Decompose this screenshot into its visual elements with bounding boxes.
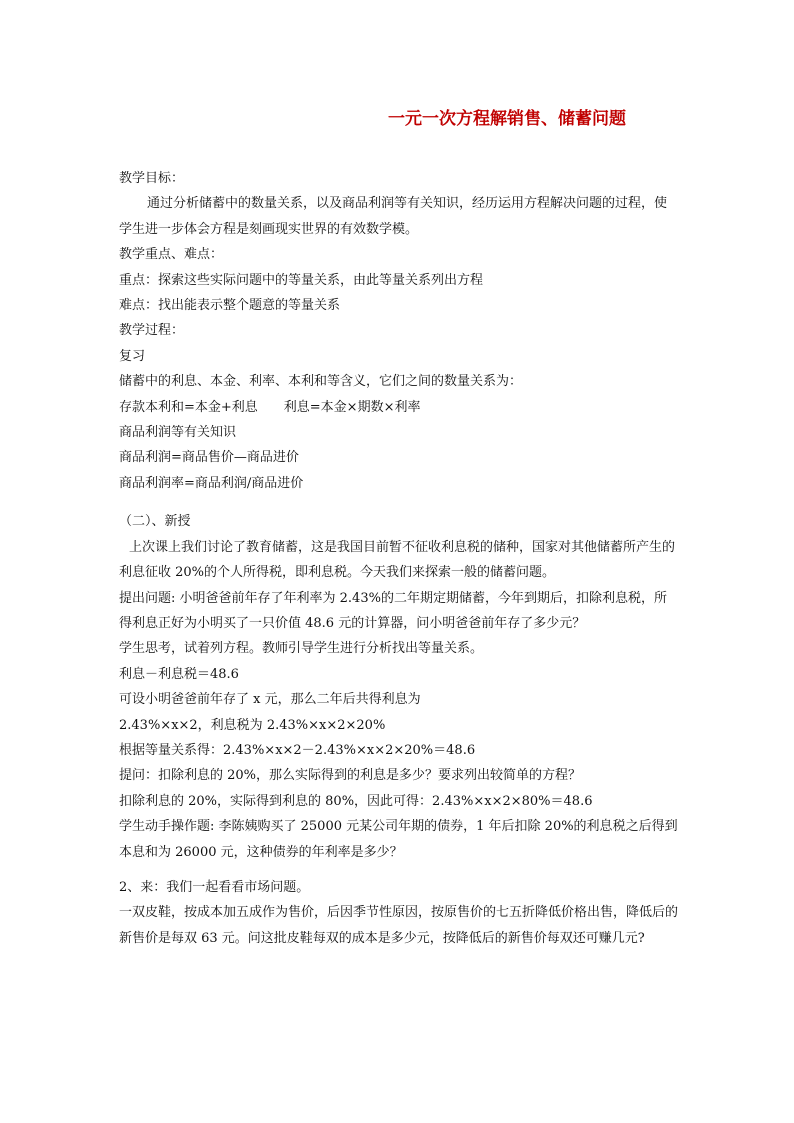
equation-line-1: 根据等量关系得：2.43%×x×2－2.43%×x×2×20%＝48.6 — [119, 742, 476, 758]
variable-setup-line: 可设小明爸爸前年存了 x 元，那么二年后共得利息为 — [119, 692, 421, 708]
equation-line-2: 扣除利息的 20%，实际得到利息的 80%，因此可得：2.43%×x×2×80%＝48.6 — [119, 793, 593, 809]
practice-problem-paragraph: 学生动手操作题: 李陈姨购买了 25000 元某公司年期的债券，1 年后扣除 20%的利息税之后得到本息和为 26000 元，这种债券的年利率是多少？ — [119, 819, 678, 860]
profit-formula-line: 商品利润=商品售价—商品进价 — [119, 450, 299, 466]
interest-expression-line: 2.43%×x×2，利息税为 2.43%×x×2×20% — [119, 717, 386, 733]
question-line: 提问：扣除利息的 20%，那么实际得到的利息是多少？要求列出较简单的方程？ — [119, 768, 582, 784]
section-heading-objectives: 教学目标： — [119, 171, 185, 186]
market-problem-paragraph: 一双皮鞋，按成本加五成作为售价，后因季节性原因，按原售价的七五折降低价格出售，降低后的新售价是每双 63 元。问这批皮鞋每双的成本是多少元，按降低后的新售价每双还可赚几元? — [119, 905, 679, 946]
section-heading-key-points: 教学重点、难点： — [119, 247, 224, 263]
key-point-line: 重点：探索这些实际问题中的等量关系，由此等量关系列出方程 — [119, 272, 484, 288]
profit-rate-formula-line: 商品利润率=商品利润/商品进价 — [119, 475, 304, 491]
new-lesson-heading: （二）、新授 — [119, 514, 191, 530]
savings-relations-line: 储蓄中的利息、本金、利率、本利和等含义，它们之间的数量关系为： — [119, 374, 523, 390]
profit-knowledge-line: 商品利润等有关知识 — [119, 425, 237, 441]
new-lesson-intro-paragraph: 上次课上我们讨论了教育储蓄，这是我国目前暂不征收利息税的储种，国家对其他储蓄所产生的利息征收 20%的个人所得税，即利息税。今天我们来探索一般的储蓄问题。 — [119, 539, 676, 581]
problem-statement-paragraph: 提出问题: 小明爸爸前年存了年利率为 2.43%的二年期定期储蓄，今年到期后，扣除利息税，所得利息正好为小明买了一只价值 48.6 元的计算器，问小明爸爸前年存了多少元？ — [119, 590, 667, 631]
equation-relation-line: 利息－利息税＝48.6 — [119, 666, 239, 682]
document-body — [119, 166, 679, 951]
document-title: 一元一次方程解销售、储蓄问题 — [388, 109, 626, 129]
review-heading: 复习 — [119, 348, 146, 364]
objectives-paragraph: 通过分析储蓄中的数量关系，以及商品利润等有关知识，经历运用方程解决问题的过程，使学生进一步体会方程是刻画现实世界的有效数学模。 — [119, 196, 668, 237]
student-thinking-line: 学生思考，试着列方程。教师引导学生进行分析找出等量关系。 — [119, 641, 484, 657]
section-heading-process: 教学过程： — [119, 323, 185, 339]
market-problem-heading: 2、来：我们一起看看市场问题。 — [119, 879, 310, 895]
savings-formula-line: 存款本利和=本金+利息 利息=本金×期数×利率 — [119, 399, 421, 415]
difficult-point-line: 难点：找出能表示整个题意的等量关系 — [119, 298, 341, 314]
